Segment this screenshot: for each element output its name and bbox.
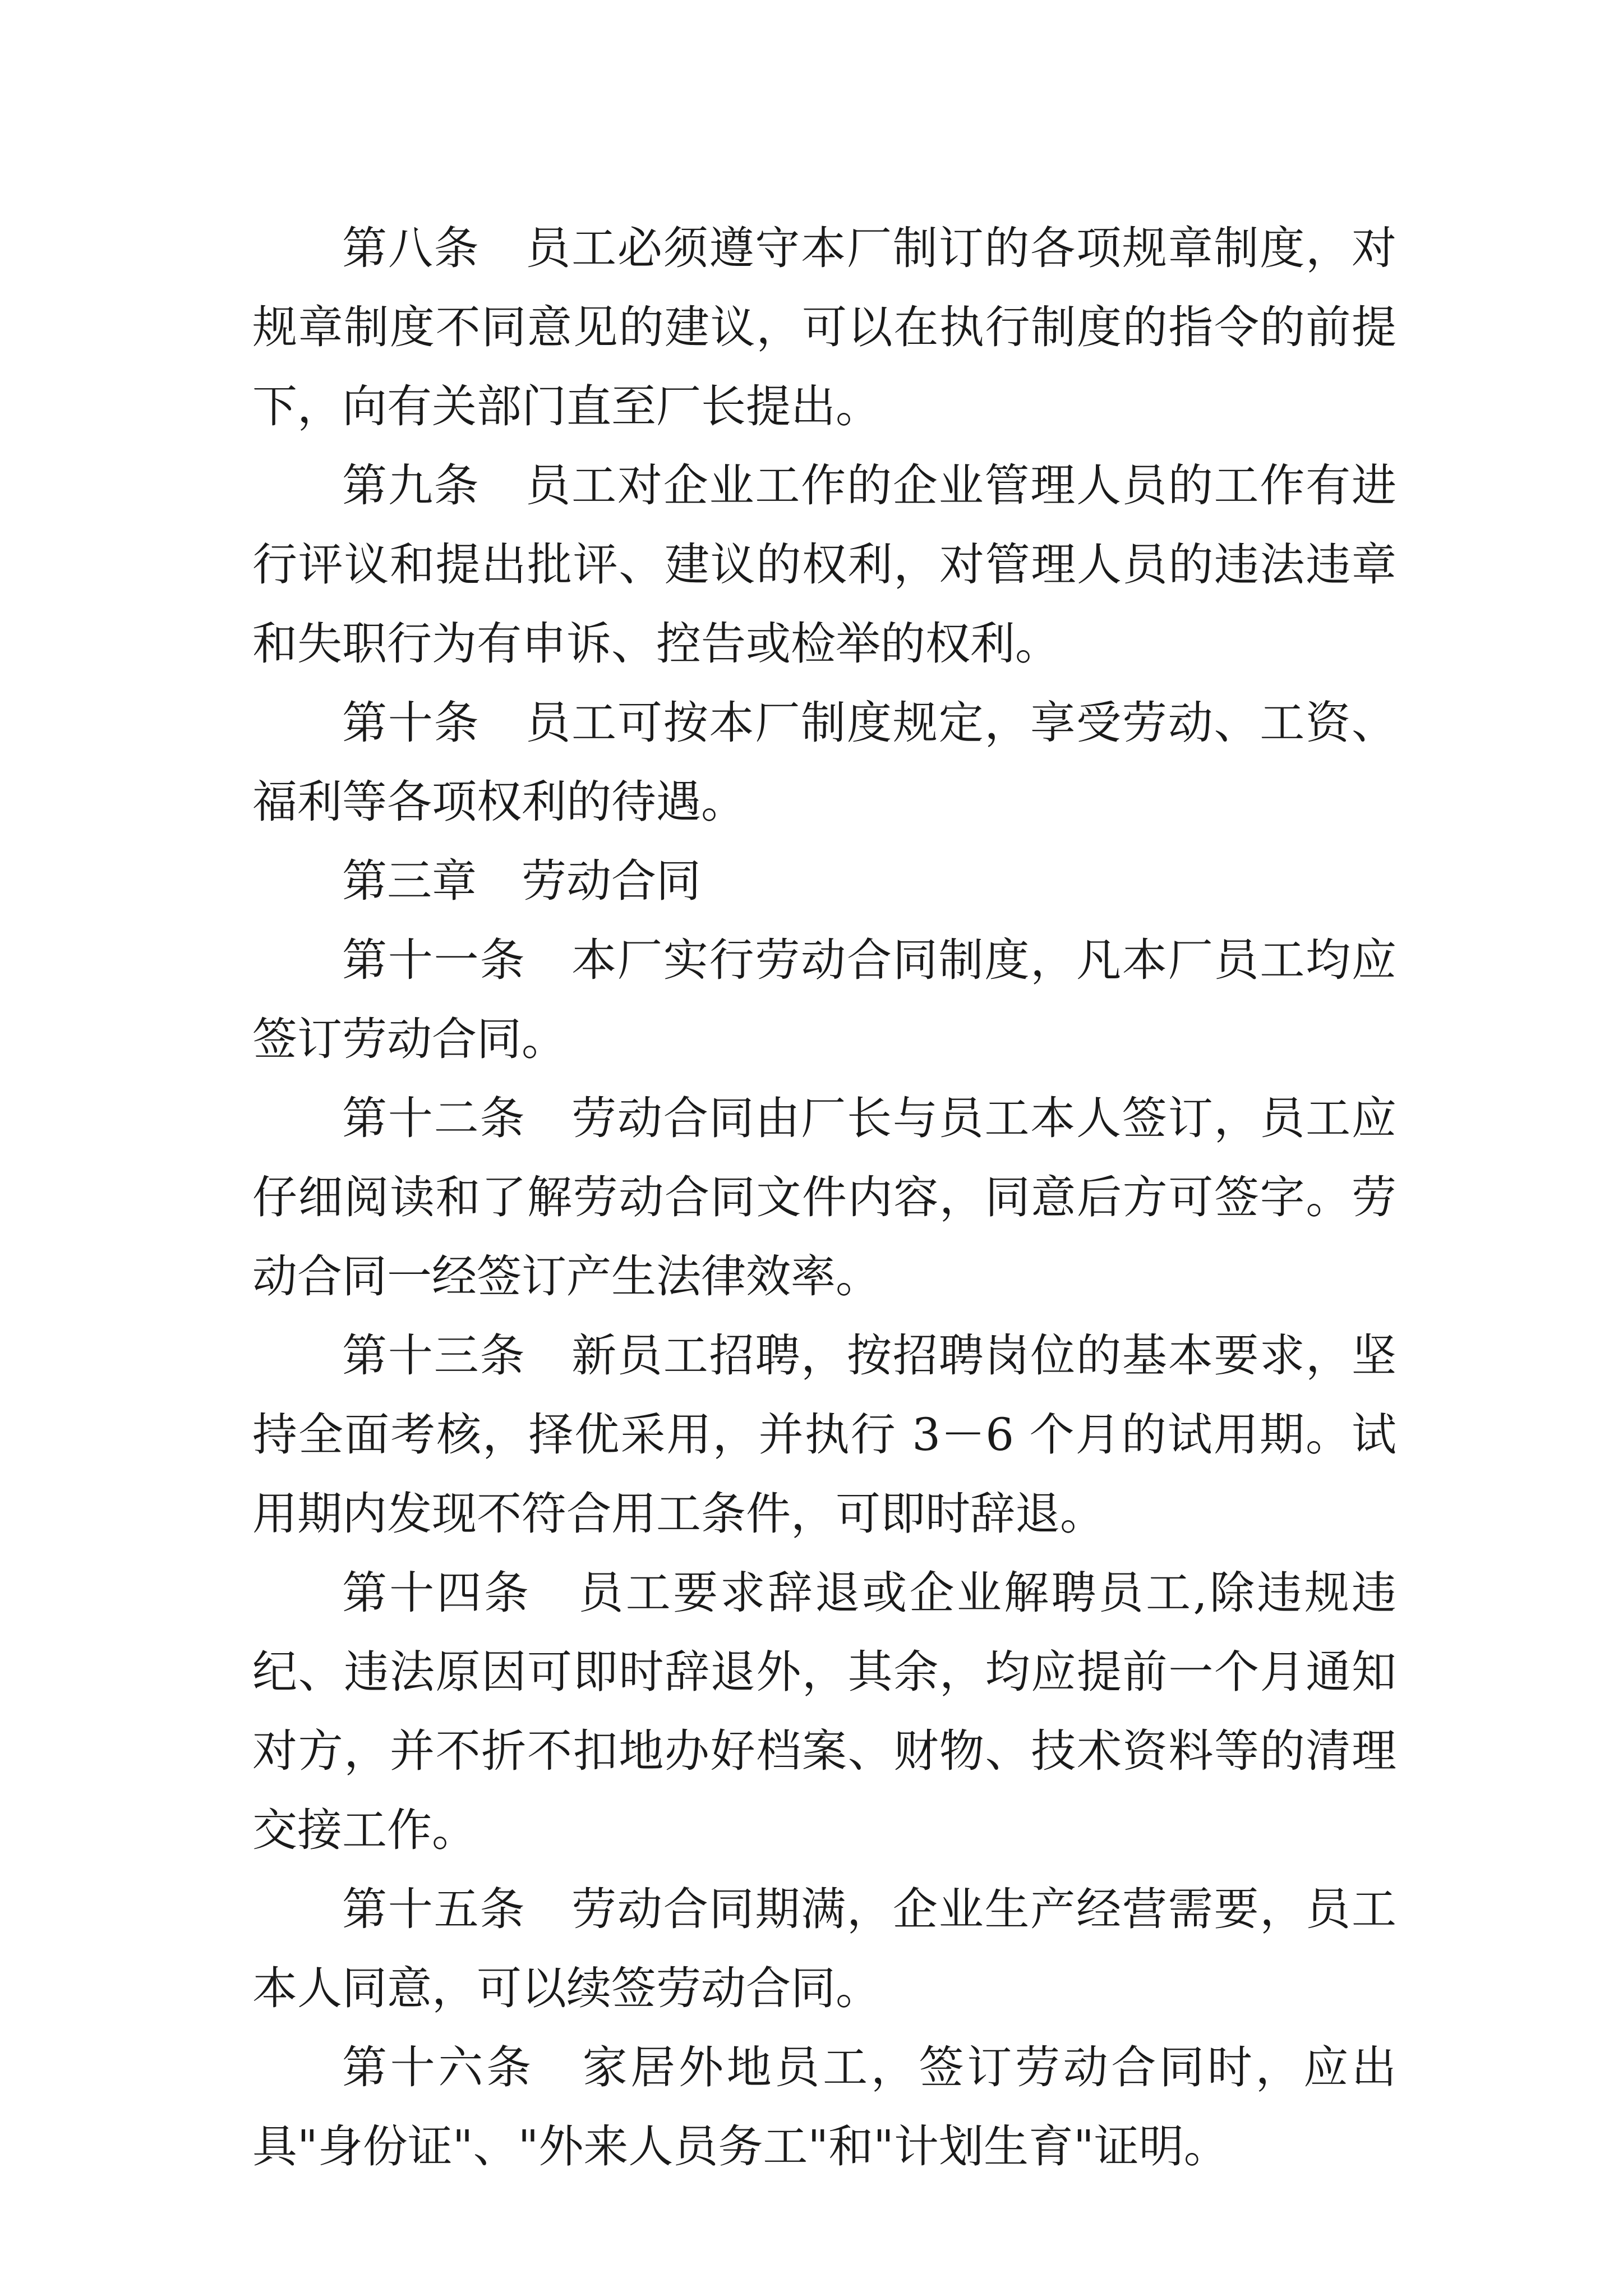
article-8: 第八条 员工必须遵守本厂制订的各项规章制度，对规章制度不同意见的建议，可以在执行制度的指令的前提下，向有关部门直至厂长提出。 xyxy=(252,222,1396,432)
article-14: 第十四条 员工要求辞退或企业解聘员工,除违规违纪、违法原因可即时辞退外，其余，均应提前一个月通知对方，并不折不扣地办好档案、财物、技术资料等的清理交接工作。 xyxy=(252,1567,1396,1856)
article-10: 第十条 员工可按本厂制度规定，享受劳动、工资、福利等各项权利的待遇。 xyxy=(252,697,1396,828)
document-body xyxy=(252,209,1396,2186)
article-11: 第十一条 本厂实行劳动合同制度，凡本厂员工均应签订劳动合同。 xyxy=(252,934,1396,1065)
article-12: 第十二条 劳动合同由厂长与员工本人签订，员工应仔细阅读和了解劳动合同文件内容，同意后方可签字。劳动合同一经签订产生法律效率。 xyxy=(252,1092,1396,1303)
article-15: 第十五条 劳动合同期满，企业生产经营需要，员工本人同意，可以续签劳动合同。 xyxy=(252,1883,1396,2014)
chapter-3-heading: 第三章 劳动合同 xyxy=(342,855,701,907)
article-16: 第十六条 家居外地员工，签订劳动合同时，应出具"身份证"、"外来人员务工"和"计划生育"证明。 xyxy=(252,2041,1396,2173)
article-13: 第十三条 新员工招聘，按招聘岗位的基本要求，坚持全面考核，择优采用，并执行 3－6 个月的试用期。试用期内发现不符合用工条件，可即时辞退。 xyxy=(252,1329,1396,1540)
article-9: 第九条 员工对企业工作的企业管理人员的工作有进行评议和提出批评、建议的权利，对管理人员的违法违章和失职行为有申诉、控告或检举的权利。 xyxy=(252,459,1396,670)
